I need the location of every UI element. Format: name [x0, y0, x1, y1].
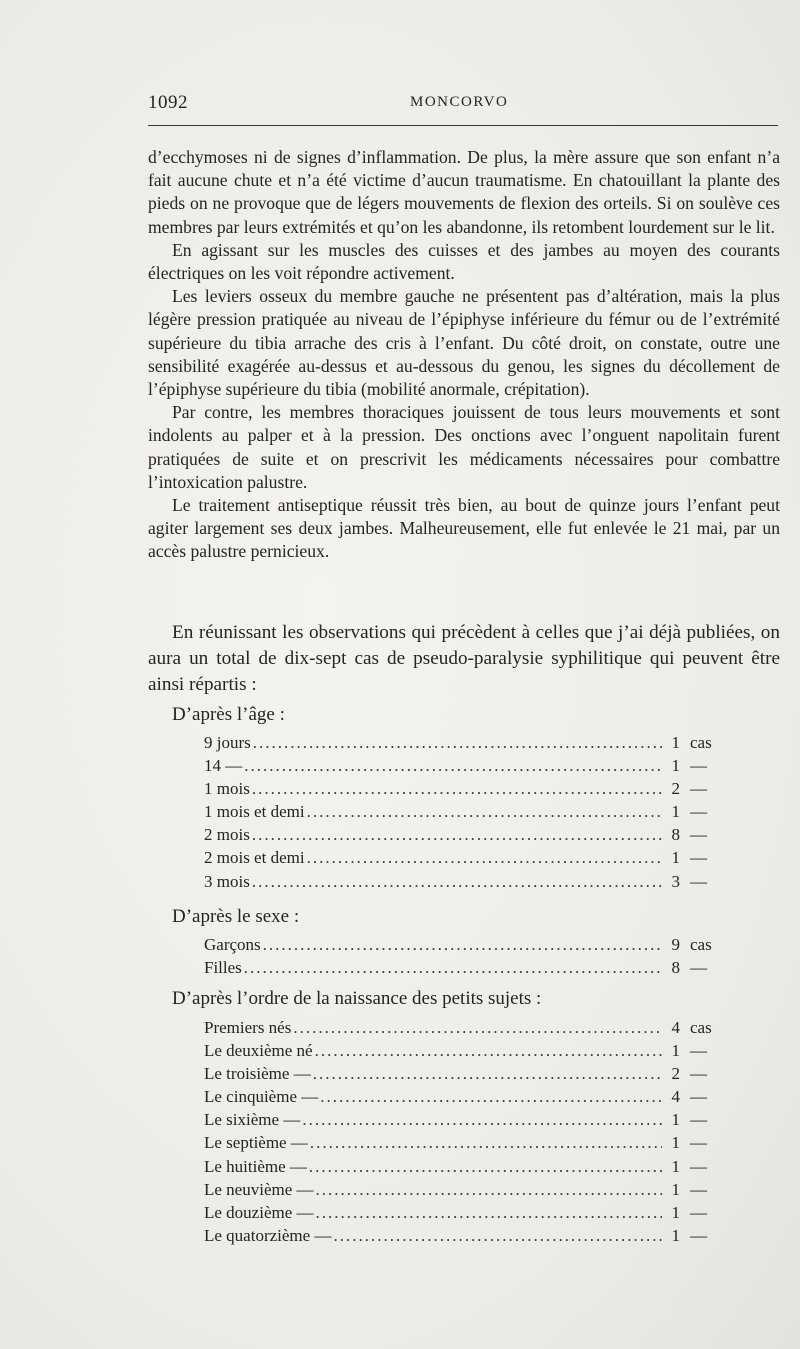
table-row [204, 956, 734, 979]
row-label: Le quatorzième — [204, 1225, 332, 1245]
row-label: Le cinquième — [204, 1087, 319, 1107]
sex-list [204, 933, 734, 979]
table-row [204, 1224, 734, 1247]
dot-leader [244, 956, 662, 979]
row-count: 2 [671, 779, 680, 799]
paragraph: Le traitement antiseptique réussit très bien, au bout de quinze jours l’enfant peut agiter largement ses deux jambes. Malheureusement, elle fut enlevée le 21 mai, par un accès palustre pernicieux. [148, 495, 780, 562]
row-count: 3 [671, 871, 680, 891]
row-count: 1 [671, 802, 680, 822]
dot-leader [316, 1201, 662, 1224]
dot-leader [309, 1155, 662, 1178]
row-label: Premiers nés [204, 1018, 292, 1037]
dot-leader [293, 1016, 662, 1039]
row-label: 2 mois et demi [204, 848, 305, 868]
row-count: 1 [671, 1225, 680, 1245]
dot-leader [315, 1039, 662, 1062]
table-row [204, 870, 734, 893]
row-count: 1 [671, 1156, 680, 1176]
row-label: 9 jours [204, 733, 251, 752]
row-count: 2 [671, 1064, 680, 1084]
row-count: 1 [671, 756, 680, 776]
row-count: 1 [671, 1110, 680, 1130]
row-unit: — [690, 848, 707, 868]
paragraph: Par contre, les membres thoraciques jouissent de tous leurs mouvements et sont indolents au palper et à la pression. Des onctions avec l’onguent napolitain furent pratiquées de suite et on prescrivit les médicaments nécessaires pour combattre l’intoxication palustre. [148, 402, 780, 492]
dot-leader [263, 933, 662, 956]
row-count: 1 [671, 1202, 680, 1222]
row-unit: — [690, 1110, 707, 1130]
page-header [148, 92, 778, 116]
dot-leader [252, 777, 662, 800]
sex-heading: D’après le sexe : [172, 906, 300, 927]
row-label: 1 mois [204, 779, 250, 799]
row-label: Le sixième — [204, 1110, 301, 1130]
dot-leader [333, 1224, 662, 1247]
table-row [204, 823, 734, 846]
paragraph: En agissant sur les muscles des cuisses et des jambes au moyen des courants électriques on les voit répondre activement. [148, 239, 780, 284]
page-number: 1092 [148, 92, 188, 113]
row-unit: — [690, 1156, 707, 1176]
dot-leader [252, 823, 662, 846]
dot-leader [310, 1131, 662, 1154]
row-label: 14 — [204, 756, 243, 776]
row-label: 2 mois [204, 825, 250, 845]
birth-order-list [204, 1016, 734, 1247]
row-unit: — [690, 1064, 707, 1084]
dot-leader [302, 1108, 662, 1131]
row-label: Le douzième — [204, 1202, 314, 1222]
dot-leader [313, 1062, 662, 1085]
dot-leader [316, 1178, 662, 1201]
dot-leader [244, 754, 662, 777]
row-count: 1 [671, 733, 680, 752]
row-unit: — [690, 779, 707, 799]
table-row [204, 731, 734, 754]
row-count: 8 [671, 825, 680, 845]
table-row [204, 846, 734, 869]
row-unit: cas [690, 1018, 712, 1037]
row-unit: — [690, 756, 707, 776]
table-row [204, 933, 734, 956]
dot-leader [307, 800, 662, 823]
row-unit: — [690, 958, 707, 978]
table-row [204, 1178, 734, 1201]
row-count: 4 [671, 1087, 680, 1107]
row-label: Le huitième — [204, 1156, 307, 1176]
body-text [148, 146, 780, 564]
age-heading: D’après l’âge : [172, 704, 285, 725]
table-row [204, 777, 734, 800]
row-count: 1 [671, 1133, 680, 1153]
row-unit: — [690, 1133, 707, 1153]
running-head: MONCORVO [410, 94, 509, 110]
row-label: Filles [204, 958, 242, 978]
paragraph: d’ecchymoses ni de signes d’inflammation. De plus, la mère assure que son enfant n’a fait aucune chute et n’a été victime d’aucun traumatisme. En chatouillant la plante des pieds on ne provoque que de légers mouvements de flexion des orteils. Si on soulève ces membres par leurs extrémités et qu’on les abandonne, ils retombent lourdement sur le lit. [148, 147, 780, 237]
table-row [204, 1062, 734, 1085]
row-unit: — [690, 1225, 707, 1245]
table-row [204, 1108, 734, 1131]
row-count: 1 [671, 1179, 680, 1199]
row-unit: — [690, 1202, 707, 1222]
table-row [204, 1085, 734, 1108]
table-row [204, 1201, 734, 1224]
table-row [204, 1016, 734, 1039]
row-count: 8 [671, 958, 680, 978]
paragraph: Les leviers osseux du membre gauche ne présentent pas d’altération, mais la plus légère pression pratiquée au niveau de l’épiphyse inférieure du fémur ou de l’extrémité supérieure du tibia arrache des cris à l’enfant. Du côté droit, on constate, outre une sensibilité exagérée au-dessus et au-dessous du genou, les signes du décollement de l’épiphyse supérieure du tibia (mobilité anormale, crépitation). [148, 286, 780, 400]
dot-leader [252, 870, 662, 893]
row-label: Garçons [204, 935, 261, 954]
row-unit: — [690, 1041, 707, 1061]
row-count: 4 [671, 1018, 680, 1037]
table-row [204, 754, 734, 777]
row-label: Le neuvième — [204, 1179, 314, 1199]
dot-leader [253, 731, 662, 754]
age-list [204, 731, 734, 893]
summary-paragraph [148, 620, 780, 698]
row-unit: — [690, 871, 707, 891]
table-row [204, 800, 734, 823]
row-label: Le septième — [204, 1133, 308, 1153]
row-unit: — [690, 825, 707, 845]
header-rule [148, 125, 778, 126]
row-unit: — [690, 1179, 707, 1199]
row-label: 1 mois et demi [204, 802, 305, 822]
dot-leader [320, 1085, 662, 1108]
row-unit: — [690, 802, 707, 822]
table-row [204, 1039, 734, 1062]
summary-text: En réunissant les observations qui précèdent à celles que j’ai déjà publiées, on aura un total de dix-sept cas de pseudo-paralysie syphilitique qui peuvent être ainsi répartis : [148, 622, 780, 695]
row-label: Le deuxième né [204, 1041, 313, 1061]
row-count: 9 [671, 935, 680, 954]
table-row [204, 1155, 734, 1178]
dot-leader [307, 846, 662, 869]
row-unit: cas [690, 935, 712, 954]
row-unit: — [690, 1087, 707, 1107]
row-label: Le troisième — [204, 1064, 311, 1084]
birth-order-heading: D’après l’ordre de la naissance des petits sujets : [172, 988, 542, 1009]
row-unit: cas [690, 733, 712, 752]
row-count: 1 [671, 848, 680, 868]
row-label: 3 mois [204, 871, 250, 891]
row-count: 1 [671, 1041, 680, 1061]
table-row [204, 1131, 734, 1154]
